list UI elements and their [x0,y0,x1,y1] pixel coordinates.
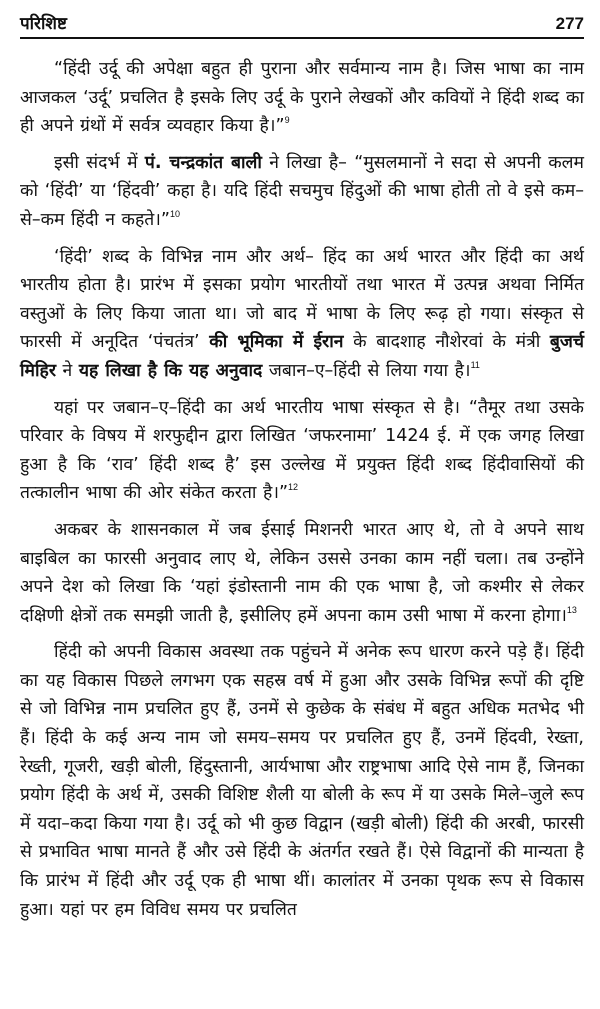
text-run: ने [55,360,79,381]
paragraph [20,638,584,924]
bold-text: बुजर्च मिहिर [20,332,584,381]
text-run: अकबर के शासनकाल में जब ईसाई मिशनरी भारत आए थे, तो वे अपने साथ बाइबिल का फारसी अनुवाद लाए थे, लेकिन उससे उनका काम नहीं चला। तब उन्होंने अपने देश को लिखा कि ‘यहां इंडोस्तानी नाम की एक भाषा है, जो कश्मीर से लेकर दक्षिणी क्षेत्रों तक समझी जाती है, इसीलिए हमें अपना काम उसी भाषा में करना होगा। [20,519,584,626]
footnote-marker: 9 [284,115,290,126]
bold-text: की भूमिका में ईरान [209,332,344,353]
page-number: 277 [555,14,584,33]
body-text [20,55,584,924]
footnote-marker: 13 [566,604,577,615]
text-run: हिंदी को अपनी विकास अवस्था तक पहुंचने में अनेक रूप धारण करने पड़े हैं। हिंदी का यह विकास पिछले लगभग एक सहस्र वर्ष में हुआ और उसके विभिन्न रूपों की दृष्टि से जो विभिन्न नाम प्रचलित हुए हैं, उनमें से कुछेक के संबंध में बहुत अधिक मतभेद भी हैं। हिंदी के कई अन्य नाम जो समय–समय पर प्रचलित हुए हैं, उनमें हिंदवी, रेख्ता, रेख्ती, गूजरी, खड़ी बोली, हिंदुस्तानी, आर्यभाषा और राष्ट्रभाषा आदि ऐसे नाम हैं, जिनका प्रयोग हिंदी के अर्थ में, उसकी विशिष्ट शैली या बोली के रूप में या उसके मिले–जुले रूप में यदा–कदा किया गया है। उर्दू को भी कुछ विद्वान (खड़ी बोली) हिंदी की अरबी, फारसी से प्रभावित भाषा मानते हैं और उसे हिंदी के अंतर्गत रखते हैं। ऐसे विद्वानों की मान्यता है कि प्रारंभ में हिंदी और उर्दू एक ही भाषा थीं। कालांतर में उनका पृथक रूप से विकास हुआ। यहां पर हम विविध समय पर प्रचलित [20,642,584,920]
text-run: के बादशाह नौशेरवां के मंत्री [343,332,550,353]
paragraph [20,149,584,235]
footnote-marker: 11 [470,359,480,370]
text-run: जबान–ए–हिंदी से लिया गया है। [262,360,471,381]
bold-text: पं. चन्द्रकांत बाली [144,152,262,173]
text-run: “हिंदी उर्दू की अपेक्षा बहुत ही पुराना और सर्वमान्य नाम है। जिस भाषा का नाम आजकल ‘उर्दू’ प्रचलित है इसके लिए उर्दू के पुराने लेखकों और कवियों ने हिंदी शब्द का ही अपने ग्रंथों में सर्वत्र व्यवहार किया है।” [20,59,584,137]
text-run: यहां पर जबान–ए–हिंदी का अर्थ भारतीय भाषा संस्कृत से है। “तैमूर तथा उसके परिवार के विषय में शरफुद्दीन द्वारा लिखित ‘जफरनामा’ 1424 ई. में एक जगह लिखा हुआ है कि ‘राव’ हिंदी शब्द है’ इस उल्लेख में प्रयुक्त हिंदी शब्द हिंदीवासियों की तत्कालीन भाषा की ओर संकेत करता है।” [20,397,584,504]
text-run: ने लिखा है– “मुसलमानों ने सदा से अपनी कलम को ‘हिंदी’ या ‘हिंदवी’ कहा है। यदि हिंदी सचमुच हिंदुओं की भाषा होती तो वे इसे कम–से–कम हिंदी न कहते।” [20,152,584,230]
bold-text: यह लिखा है कि यह अनुवाद [78,360,263,381]
paragraph [20,55,584,141]
paragraph [20,394,584,508]
paragraph [20,516,584,630]
running-header [20,0,584,39]
chapter-title: परिशिष्ट [20,14,67,34]
text-run: इसी संदर्भ में [54,152,145,173]
footnote-marker: 10 [169,208,180,219]
footnote-marker: 12 [288,482,299,493]
paragraph [20,243,584,386]
text-run: ‘हिंदी’ शब्द के विभिन्न नाम और अर्थ– हिंद का अर्थ भारत और हिंदी का अर्थ भारतीय होता है। प्रारंभ में इसका प्रयोग भारतीयों तथा भारत में उत्पन्न अथवा निर्मित वस्तुओं के लिए किया जाता था। जो बाद में भाषा के लिए रूढ़ हो गया। संस्कृत से फारसी में अनूदित ‘पंचतंत्र’ [20,246,584,353]
